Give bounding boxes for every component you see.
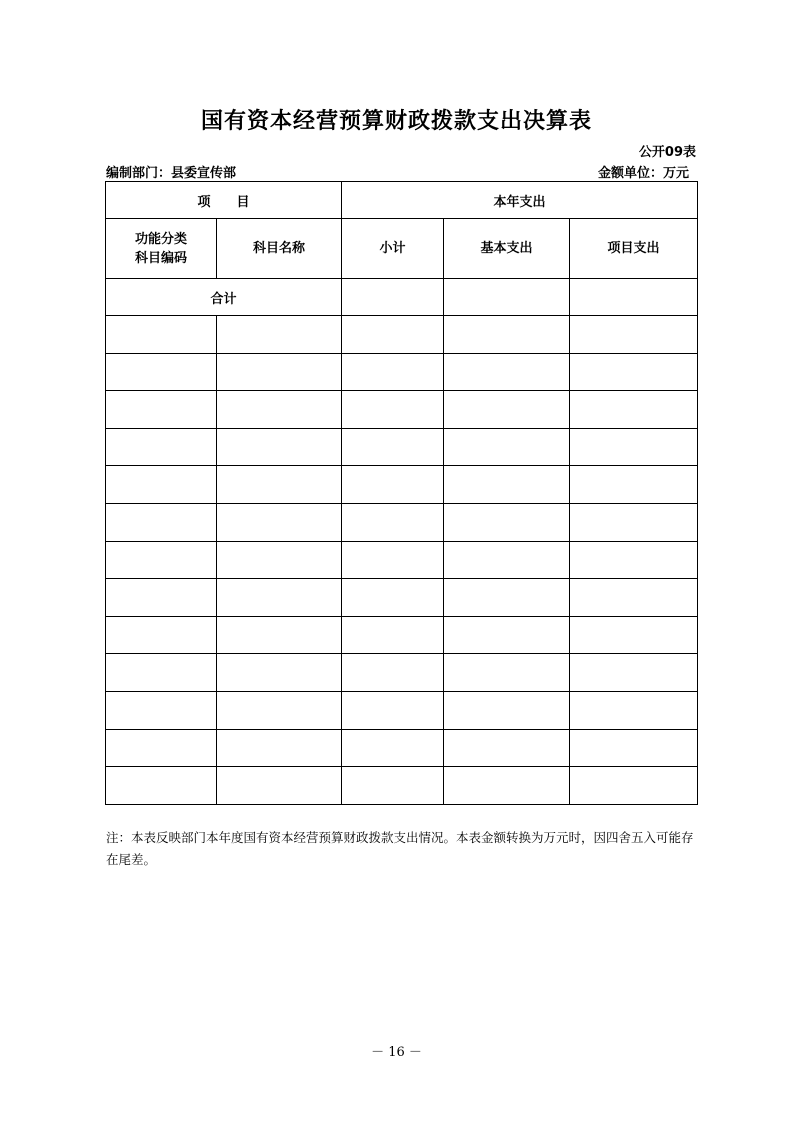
- header-subtotal: 小计: [342, 219, 444, 279]
- table-row: [106, 729, 698, 767]
- table-cell: [342, 691, 444, 729]
- table-row: [106, 767, 698, 805]
- table-cell: [444, 729, 570, 767]
- table-cell: [570, 729, 698, 767]
- department-label: 编制部门：县委宣传部: [106, 166, 237, 181]
- table-cell: [570, 466, 698, 504]
- table-cell: [342, 353, 444, 391]
- table-cell: [217, 654, 342, 692]
- table-cell: [342, 503, 444, 541]
- table-row: [106, 691, 698, 729]
- header-subject-name: 科目名称: [217, 219, 342, 279]
- total-row: [106, 279, 698, 316]
- table-cell: [217, 503, 342, 541]
- table-cell: [342, 541, 444, 579]
- table-cell: [106, 654, 217, 692]
- form-code: 公开09表: [638, 145, 696, 160]
- table-cell: [444, 691, 570, 729]
- table-cell: [444, 316, 570, 354]
- table-row: [106, 579, 698, 617]
- table-cell: [217, 729, 342, 767]
- table-cell: [217, 466, 342, 504]
- page-number: － 16 －: [371, 1045, 422, 1060]
- table-cell: [444, 503, 570, 541]
- amount-unit-label: 金额单位：万元: [597, 166, 689, 181]
- header-row-2: [106, 219, 698, 279]
- expenditure-table: [105, 181, 698, 805]
- table-cell: [570, 428, 698, 466]
- table-cell: [217, 541, 342, 579]
- table-cell: [444, 428, 570, 466]
- header-function-code: 功能分类 科目编码: [106, 219, 217, 279]
- table-cell: [217, 353, 342, 391]
- table-cell: [342, 767, 444, 805]
- table-cell: [342, 729, 444, 767]
- table-cell: [444, 391, 570, 429]
- table-row: [106, 316, 698, 354]
- table-row: [106, 541, 698, 579]
- table-cell: [106, 579, 217, 617]
- table-cell: [444, 654, 570, 692]
- table-cell: [106, 729, 217, 767]
- table-row: [106, 503, 698, 541]
- table-cell: [217, 428, 342, 466]
- table-cell: [444, 767, 570, 805]
- table-cell: [342, 616, 444, 654]
- table-cell: [570, 541, 698, 579]
- table-cell: [342, 391, 444, 429]
- table-row: [106, 654, 698, 692]
- table-cell: [106, 767, 217, 805]
- table-cell: [570, 503, 698, 541]
- table-row: [106, 353, 698, 391]
- table-cell: [570, 691, 698, 729]
- table-cell: [106, 391, 217, 429]
- table-cell: [342, 428, 444, 466]
- footnote: 注：本表反映部门本年度国有资本经营预算财政拨款支出情况。本表金额转换为万元时，因四舍五入可能存在尾差。: [106, 830, 694, 867]
- table-cell: [217, 579, 342, 617]
- table-cell: [570, 579, 698, 617]
- table-row: [106, 391, 698, 429]
- table-cell: [342, 654, 444, 692]
- table-cell: [444, 353, 570, 391]
- header-project: 项 目: [106, 182, 342, 219]
- table-cell: [217, 691, 342, 729]
- table-cell: [217, 391, 342, 429]
- header-row-1: [106, 182, 698, 219]
- table-cell: [570, 353, 698, 391]
- table-cell: [570, 616, 698, 654]
- table-cell: [106, 541, 217, 579]
- table-cell: [106, 691, 217, 729]
- table-row: [106, 616, 698, 654]
- table-cell: [570, 391, 698, 429]
- table-cell: [444, 616, 570, 654]
- header-project-expenditure: 项目支出: [570, 219, 698, 279]
- document-title: 国有资本经营预算财政拨款支出决算表: [200, 109, 592, 134]
- table-cell: [342, 579, 444, 617]
- table-cell: [217, 316, 342, 354]
- table-cell: [106, 503, 217, 541]
- total-basic-cell: [444, 279, 570, 316]
- table-cell: [444, 579, 570, 617]
- table-row: [106, 466, 698, 504]
- table-cell: [106, 316, 217, 354]
- table-cell: [342, 316, 444, 354]
- total-label: 合计: [106, 279, 342, 316]
- total-project-cell: [570, 279, 698, 316]
- table-cell: [217, 767, 342, 805]
- table-cell: [570, 654, 698, 692]
- table-cell: [106, 353, 217, 391]
- total-subtotal-cell: [342, 279, 444, 316]
- table-cell: [106, 466, 217, 504]
- table-cell: [106, 616, 217, 654]
- table-row: [106, 428, 698, 466]
- table-cell: [570, 767, 698, 805]
- table-cell: [570, 316, 698, 354]
- table-cell: [342, 466, 444, 504]
- header-current-year: 本年支出: [342, 182, 698, 219]
- header-basic-expenditure: 基本支出: [444, 219, 570, 279]
- table-cell: [217, 616, 342, 654]
- table-cell: [444, 541, 570, 579]
- table-cell: [444, 466, 570, 504]
- table-cell: [106, 428, 217, 466]
